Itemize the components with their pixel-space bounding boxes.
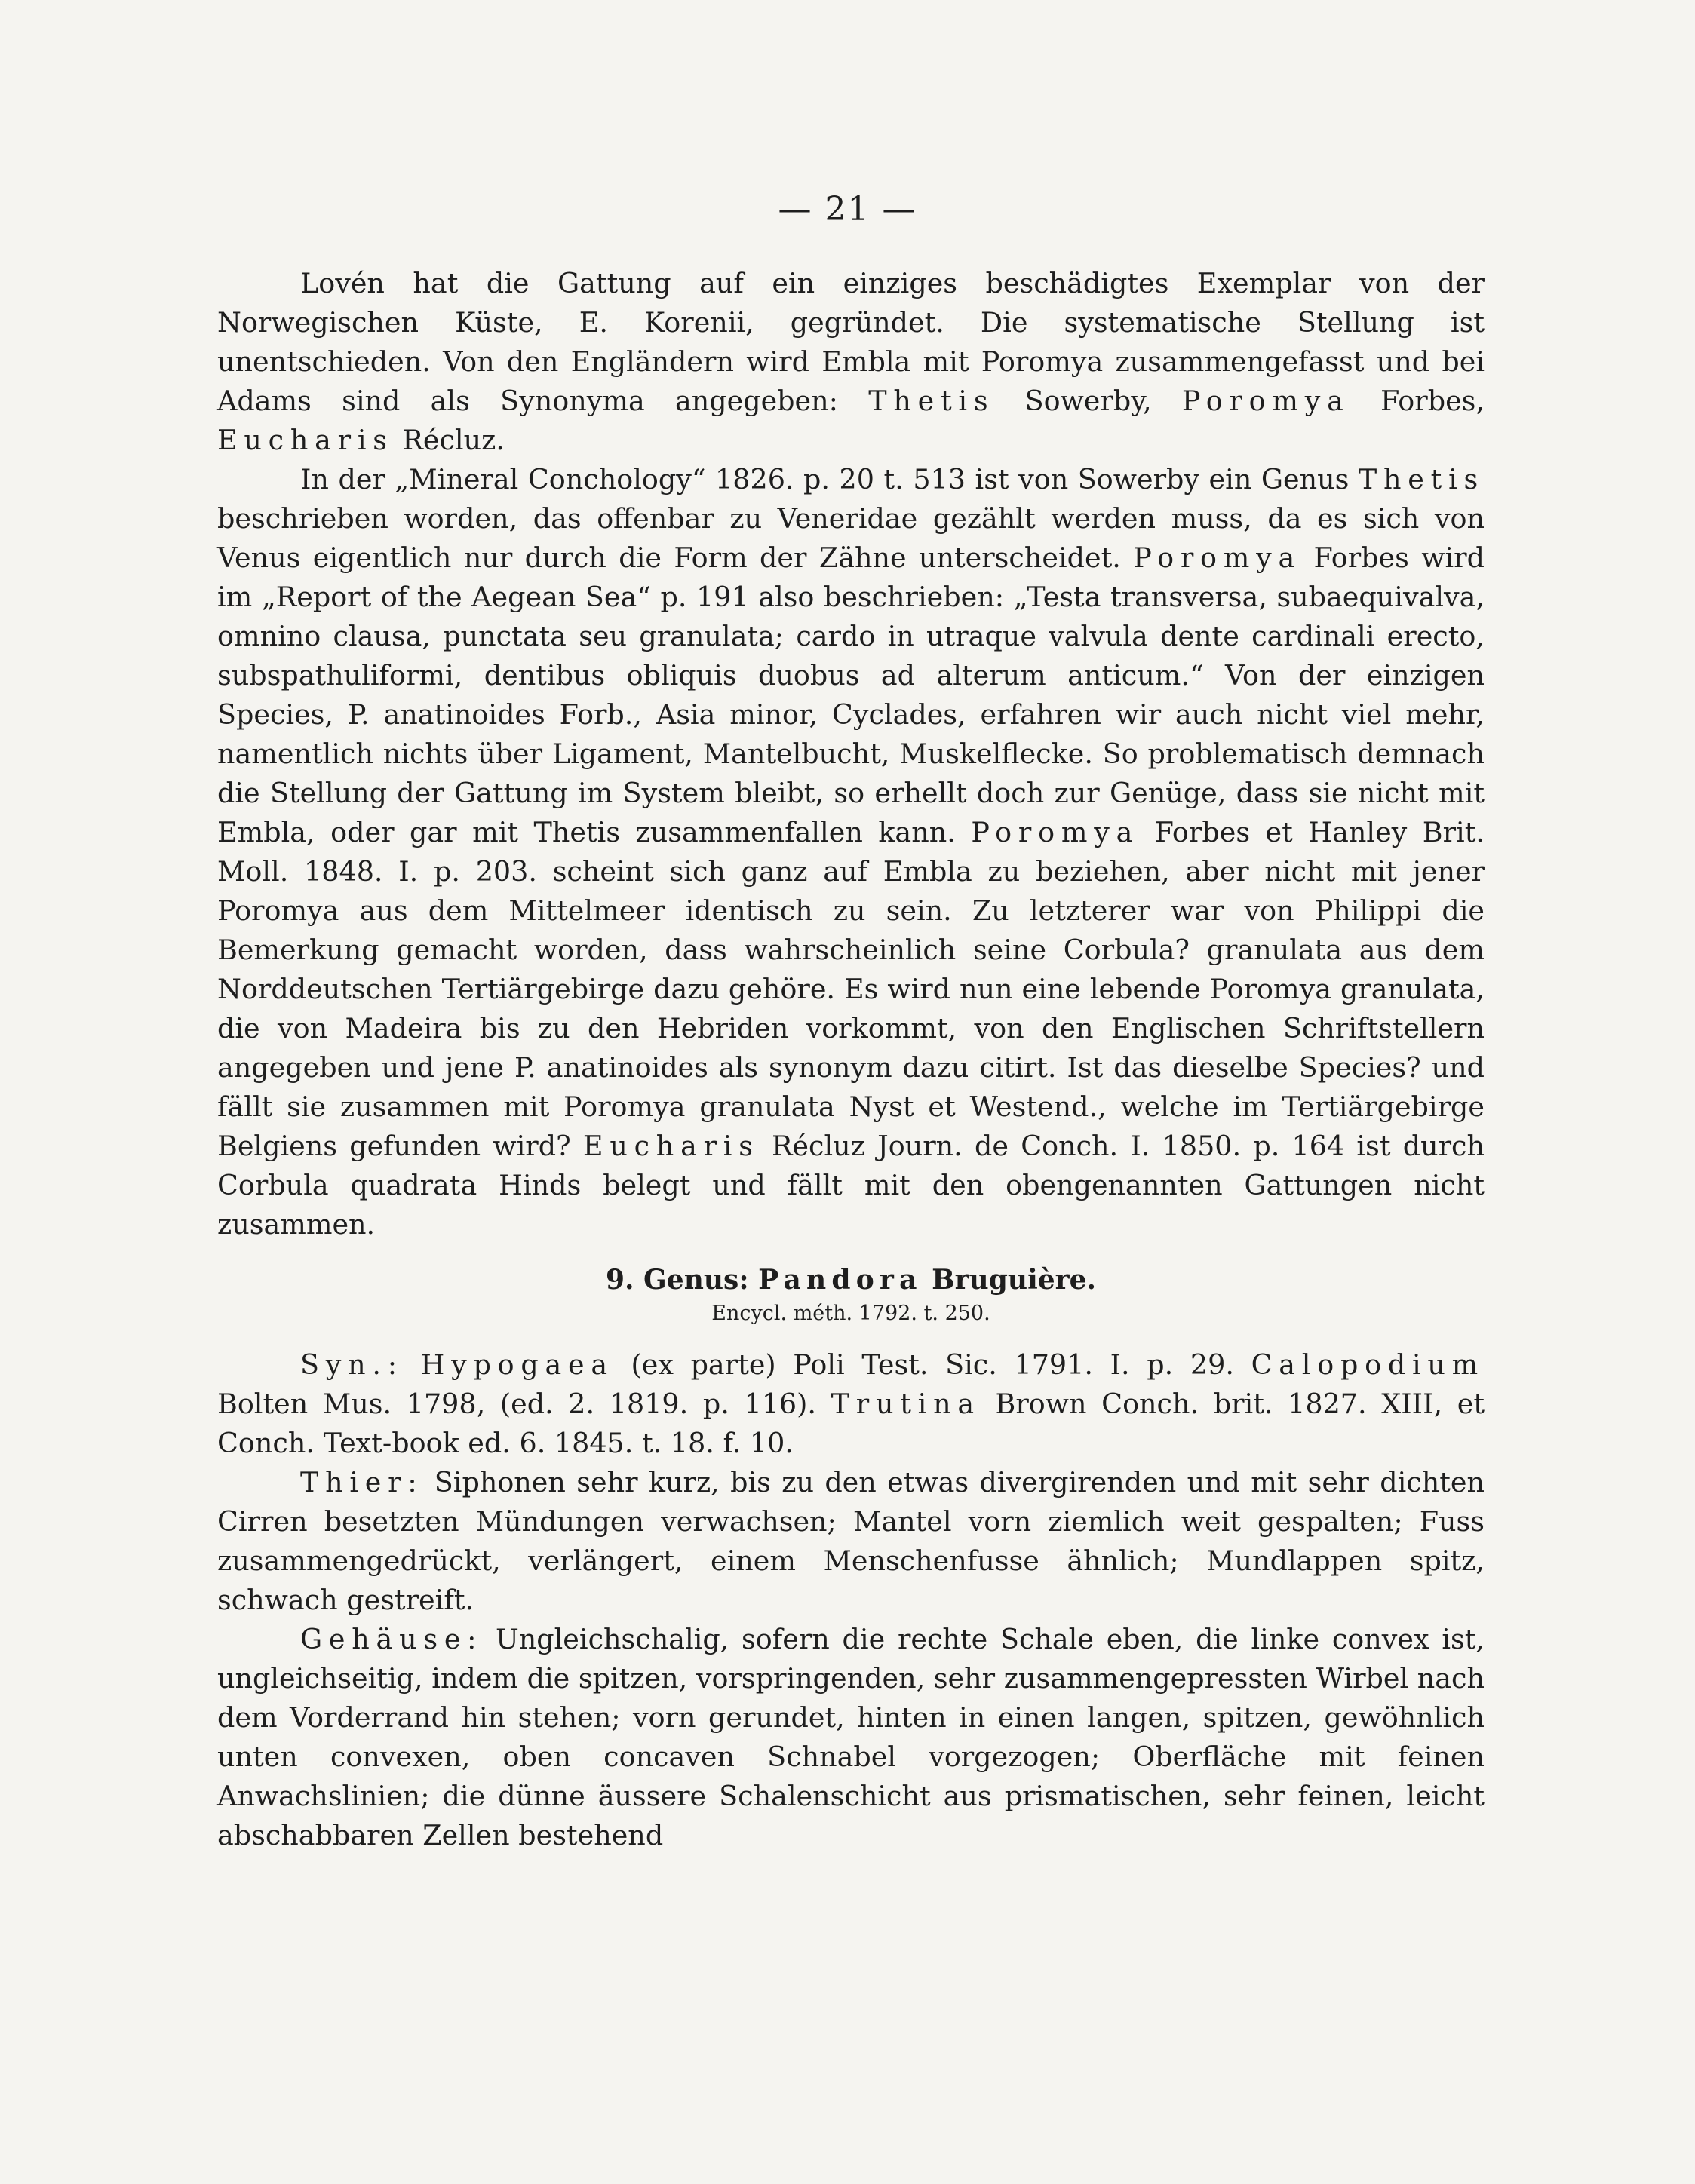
spaced-term: Thier: <box>300 1466 424 1498</box>
spaced-term: Calopodium <box>1251 1348 1485 1381</box>
spaced-term: Hypogaea <box>420 1348 614 1381</box>
spaced-term: Eucharis <box>582 1130 760 1162</box>
text-run: beschrieben worden, das offenbar zu Veneridae gezählt werden muss, da es sich von Venus eigentlich nur durch die Form der Zähne unterscheidet. <box>217 502 1485 574</box>
paragraph <box>217 460 1485 1244</box>
paragraph <box>217 1620 1485 1855</box>
paragraphs-section-intro <box>217 264 1485 1244</box>
text-run: Brown Conch. brit. 1827. XIII, et Conch. Text-book ed. 6. 1845. t. 18. f. 10. <box>217 1388 1485 1459</box>
text-run: Lovén hat die Gattung auf ein einziges beschädigtes Exemplar von der Norwegischen Küste, E. Korenii, gegründet. Die systematische Stellung ist unentschieden. Von den Engländern wird Embla mit Poromya zusammengefasst und bei Adams sind als Synonyma angegeben: <box>217 267 1485 417</box>
text-run: Forbes, <box>1350 385 1485 417</box>
body-text <box>217 264 1485 1855</box>
spaced-term: Poromya <box>1181 385 1350 417</box>
text-run: In der „Mineral Conchology“ 1826. p. 20 t. 513 ist von Sowerby ein Genus <box>300 463 1359 495</box>
paragraphs-section-genus <box>217 1345 1485 1855</box>
text-run: Forbes et Hanley Brit. Moll. 1848. I. p. 203. scheint sich ganz auf Embla zu beziehen, aber nicht mit jener Poromya aus dem Mittelmeer identisch zu sein. Zu letzterer war von Philippi die Bemerkung gemacht worden, dass wahrscheinlich seine Corbula? granulata aus dem Norddeutschen Tertiärgebirge dazu gehöre. Es wird nun eine lebende Poromya granulata, die von Madeira bis zu den Hebriden vorkommt, von den Englischen Schriftstellern angegeben und jene P. anatinoides als synonym dazu citirt. Ist das dieselbe Species? und fällt sie zusammen mit Poromya granulata Nyst et Westend., welche im Tertiärgebirge Belgiens gefunden wird? <box>217 816 1485 1162</box>
text-run: (ex parte) Poli Test. Sic. 1791. I. p. 29. <box>613 1348 1251 1381</box>
genus-citation: Encycl. méth. 1792. t. 250. <box>711 1302 990 1325</box>
page-number: — 21 — <box>778 190 917 229</box>
genus-author: Bruguière. <box>922 1264 1097 1296</box>
spaced-term: Eucharis <box>217 424 394 456</box>
text-run: Ungleichschalig, sofern die rechte Schale eben, die linke convex ist, ungleichseitig, indem die spitzen, vorspringenden, sehr zusammengepressten Wirbel nach dem Vorderrand hin stehen; vorn gerundet, hinten in einen langen, spitzen, gewöhnlich unten convexen, oben concaven Schnabel vorgezogen; Oberfläche mit feinen Anwachslinien; die dünne äussere Schalenschicht aus prismatischen, sehr feinen, leicht abschabbaren Zellen bestehend <box>217 1623 1485 1851</box>
text-run: Siphonen sehr kurz, bis zu den etwas divergirenden und mit sehr dichten Cirren besetzten Mündungen verwachsen; Mantel vorn ziemlich weit gespalten; Fuss zusammengedrückt, verlängert, einem Menschenfusse ähnlich; Mundlappen spitz, schwach gestreift. <box>217 1466 1485 1616</box>
text-run: Récluz Journ. de Conch. I. 1850. p. 164 ist durch Corbula quadrata Hinds belegt und fällt mit den obengenannten Gattungen nicht zusammen. <box>217 1130 1485 1241</box>
spaced-term: Trutina <box>831 1388 981 1420</box>
spaced-term: Poromya <box>1133 541 1302 574</box>
text-run: Forbes wird im „Report of the Aegean Sea“ p. 191 also beschrieben: „Testa transversa, subaequivalva, omnino clausa, punctata seu granulata; cardo in utraque valvula dente cardinali erecto, subspathuliformi, dentibus obliquis duobus ad alterum anticum.“ Von der einzigen Species, P. anatinoides Forb., Asia minor, Cyclades, erfahren wir auch nicht viel mehr, namentlich nichts über Ligament, Mantelbucht, Muskelflecke. So problematisch demnach die Stellung der Gattung im System bleibt, so erhellt doch zur Genüge, dass sie nicht mit Embla, oder gar mit Thetis zusammenfallen kann. <box>217 541 1485 848</box>
spaced-term: Poromya <box>971 816 1140 848</box>
paragraph <box>217 1345 1485 1463</box>
spaced-term: Thetis <box>868 385 995 417</box>
text-run: Bolten Mus. 1798, (ed. 2. 1819. p. 116). <box>217 1388 831 1420</box>
spaced-term: Gehäuse: <box>300 1623 484 1655</box>
text-run: Récluz. <box>393 424 505 456</box>
spaced-term: Thetis <box>1358 463 1485 495</box>
genus-prefix: 9. Genus: <box>605 1264 759 1296</box>
spaced-term: Syn.: <box>300 1348 404 1381</box>
genus-name: Pandora <box>758 1264 923 1296</box>
text-run <box>404 1348 421 1381</box>
genus-heading <box>217 1261 1485 1299</box>
paragraph <box>217 1463 1485 1620</box>
text-run: Sowerby, <box>994 385 1182 417</box>
paragraph <box>217 264 1485 460</box>
